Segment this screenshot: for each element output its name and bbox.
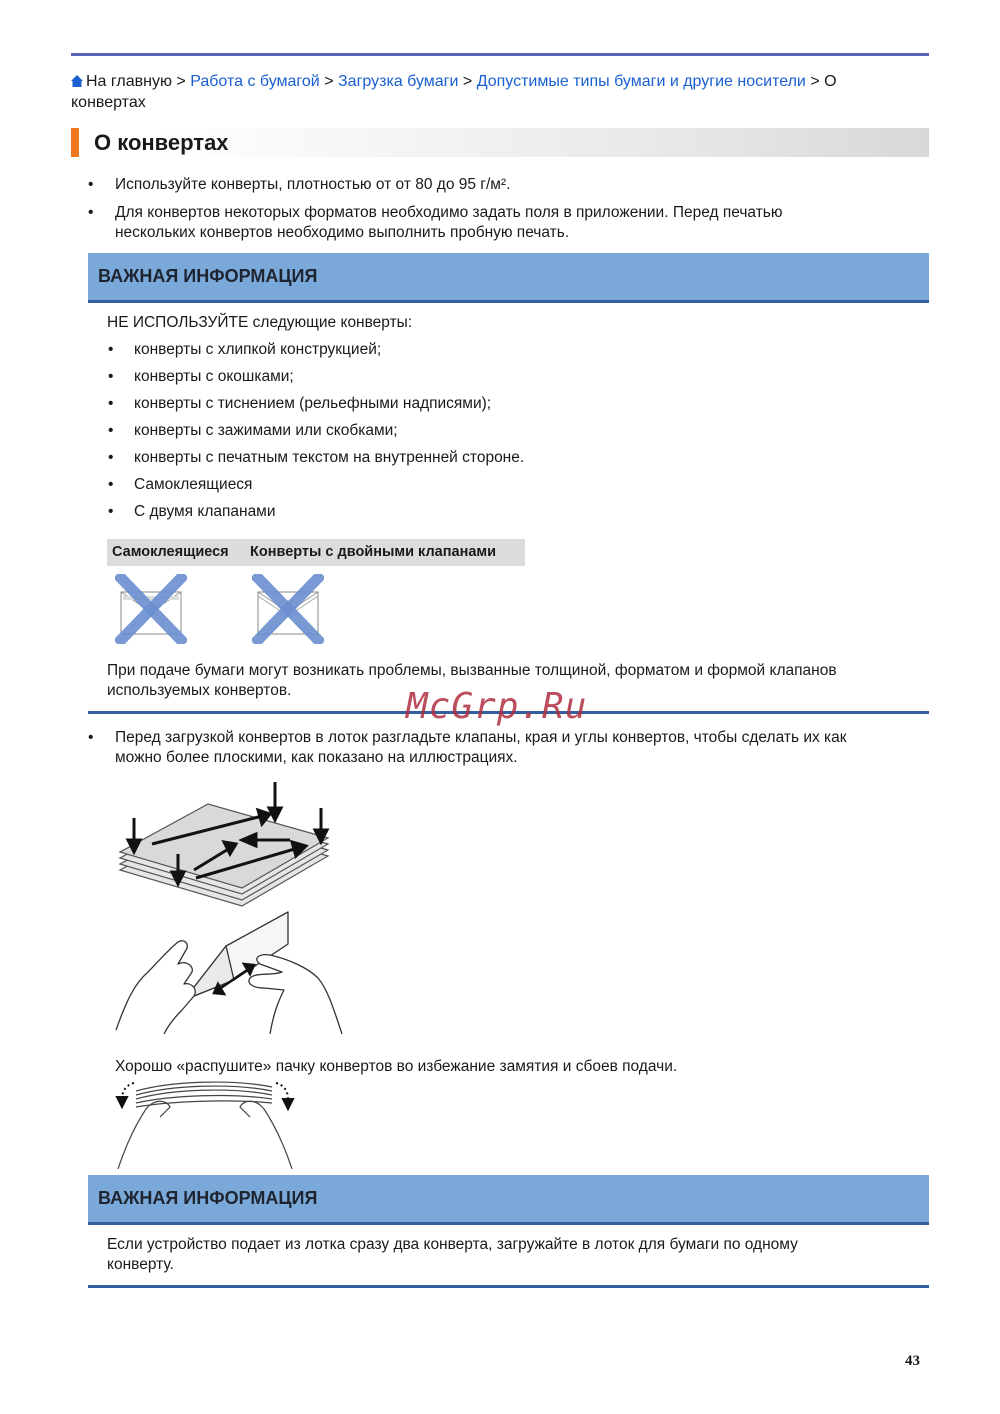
breadcrumb-separator: > (324, 73, 334, 90)
fan-instruction: Хорошо «распушите» пачку конвертов во избежание замятия и сбоев подачи. (115, 1058, 678, 1075)
list-item: • конверты с тиснением (рельефными надписями); (108, 395, 492, 412)
breadcrumb-link-loading[interactable]: Загрузка бумаги (338, 73, 459, 90)
breadcrumb-separator: > (176, 73, 186, 90)
list-item: • Используйте конверты, плотностью от от 80 до 95 г/м². (88, 176, 511, 193)
breadcrumb-home[interactable]: На главную (86, 73, 172, 90)
double-flap-envelope-crossed-icon (252, 574, 324, 644)
watermark: McGrp.Ru (406, 686, 588, 727)
important-note-line: конверту. (107, 1256, 174, 1273)
important-heading: ВАЖНАЯ ИНФОРМАЦИЯ (98, 1188, 318, 1208)
list-item: • конверты с зажимами или скобками; (108, 422, 398, 439)
hands-fan-envelopes-illustration (112, 1077, 298, 1169)
envelope-table-header (107, 539, 525, 566)
list-item: • конверты с окошками; (108, 368, 294, 385)
page-number: 43 (905, 1353, 920, 1369)
important-intro: НЕ ИСПОЛЬЗУЙТЕ следующие конверты: (107, 314, 413, 331)
breadcrumb-link-paper[interactable]: Работа с бумагой (190, 73, 320, 90)
important-header (88, 253, 929, 303)
important-note-line: используемых конвертов. (107, 682, 292, 699)
breadcrumb-separator: > (462, 73, 473, 90)
list-item: • Для конвертов некоторых форматов необходимо задать поля в приложении. Перед печатью (88, 204, 783, 221)
table-col-double-flap: Конверты с двойными клапанами (250, 544, 497, 560)
envelope-stack-flatten-illustration (112, 778, 337, 908)
list-item: • С двумя клапанами (108, 503, 276, 520)
top-rule (71, 53, 929, 56)
important-end-rule (88, 1285, 929, 1288)
list-item-cont: можно более плоскими, как показано на иллюстрациях. (115, 749, 518, 766)
list-item: • Самоклеящиеся (108, 476, 253, 493)
breadcrumb-link-media[interactable]: Допустимые типы бумаги и другие носители (476, 73, 806, 90)
important-note-line: При подаче бумаги могут возникать проблемы, вызванные толщиной, форматом и формой клапанов (107, 662, 837, 679)
breadcrumb-current-cont: конвертах (71, 94, 146, 111)
hands-flatten-envelope-illustration (114, 910, 346, 1034)
important-header (88, 1175, 929, 1225)
breadcrumb (71, 71, 929, 113)
list-item: • конверты с печатным текстом на внутренней стороне. (108, 449, 525, 466)
important-heading: ВАЖНАЯ ИНФОРМАЦИЯ (98, 266, 318, 286)
list-item-cont: нескольких конвертов необходимо выполнить пробную печать. (115, 224, 570, 241)
title-accent (71, 128, 79, 157)
home-icon[interactable] (71, 75, 83, 87)
breadcrumb-separator: > (810, 73, 820, 90)
table-col-self-adhesive: Самоклеящиеся (112, 544, 229, 560)
list-item: • конверты с хлипкой конструкцией; (108, 341, 382, 358)
page-title: О конвертах (94, 130, 229, 155)
self-adhesive-envelope-crossed-icon (115, 574, 187, 644)
important-note-line: Если устройство подает из лотка сразу два конверта, загружайте в лоток для бумаги по одному (107, 1236, 798, 1253)
list-item: • Перед загрузкой конвертов в лоток разгладьте клапаны, края и углы конвертов, чтобы сделать их как (88, 729, 847, 746)
breadcrumb-current: О (824, 73, 837, 90)
